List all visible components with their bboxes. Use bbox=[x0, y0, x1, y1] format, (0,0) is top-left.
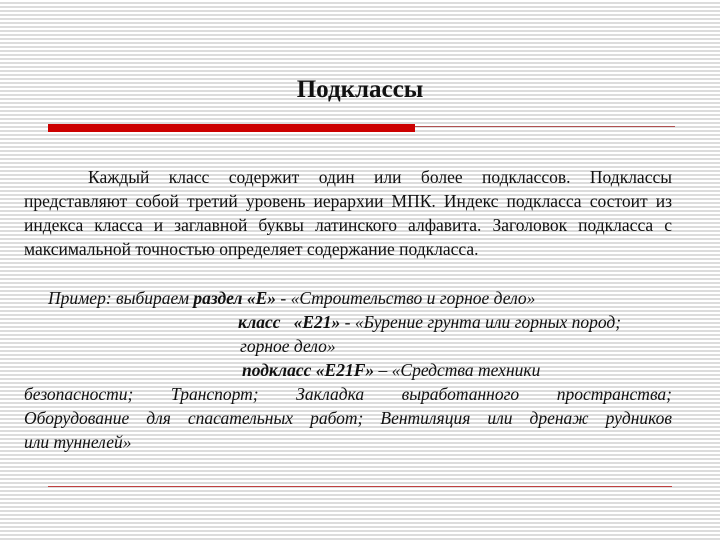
example-line-class-cont: горное дело» bbox=[240, 336, 336, 356]
subclass-text: – «Средства техники bbox=[374, 360, 541, 380]
class-text: - «Бурение грунта или горных пород; bbox=[340, 312, 622, 332]
example-line-subclass bbox=[242, 358, 540, 382]
example-line-class bbox=[238, 310, 621, 334]
slide-title bbox=[0, 76, 720, 104]
section-label: раздел «Е» bbox=[193, 288, 277, 308]
example-line-section bbox=[48, 286, 535, 310]
body-paragraph: Каждый класс содержит один или более подклассов. Подклассы представляют собой третий уровень иерархии МПК. Индекс подкласса состоит из индекса класса и заглавной буквы латинского алфавита. Заголовок подкласса с максимальной точностью определяет содержание подкласса. bbox=[24, 167, 672, 259]
title-accent-bar bbox=[48, 124, 415, 132]
example-prefix: Пример: выбираем bbox=[48, 288, 194, 308]
class-label: класс «Е21» bbox=[238, 312, 341, 332]
subclass-label: подкласс «Е21F» bbox=[242, 360, 375, 380]
example-subclass-line-2: безопасности; Транспорт; Закладка выработанного пространства; bbox=[24, 384, 672, 404]
slide-title-text: Подклассы bbox=[296, 76, 424, 103]
footer-divider bbox=[48, 486, 672, 487]
section-text: - «Строительство и горное дело» bbox=[276, 288, 536, 308]
example-subclass-line-4: или туннелей» bbox=[24, 432, 132, 452]
example-subclass-line-3: Оборудование для спасательных работ; Вентиляция или дренаж рудников bbox=[24, 408, 672, 428]
title-underline bbox=[415, 126, 675, 127]
